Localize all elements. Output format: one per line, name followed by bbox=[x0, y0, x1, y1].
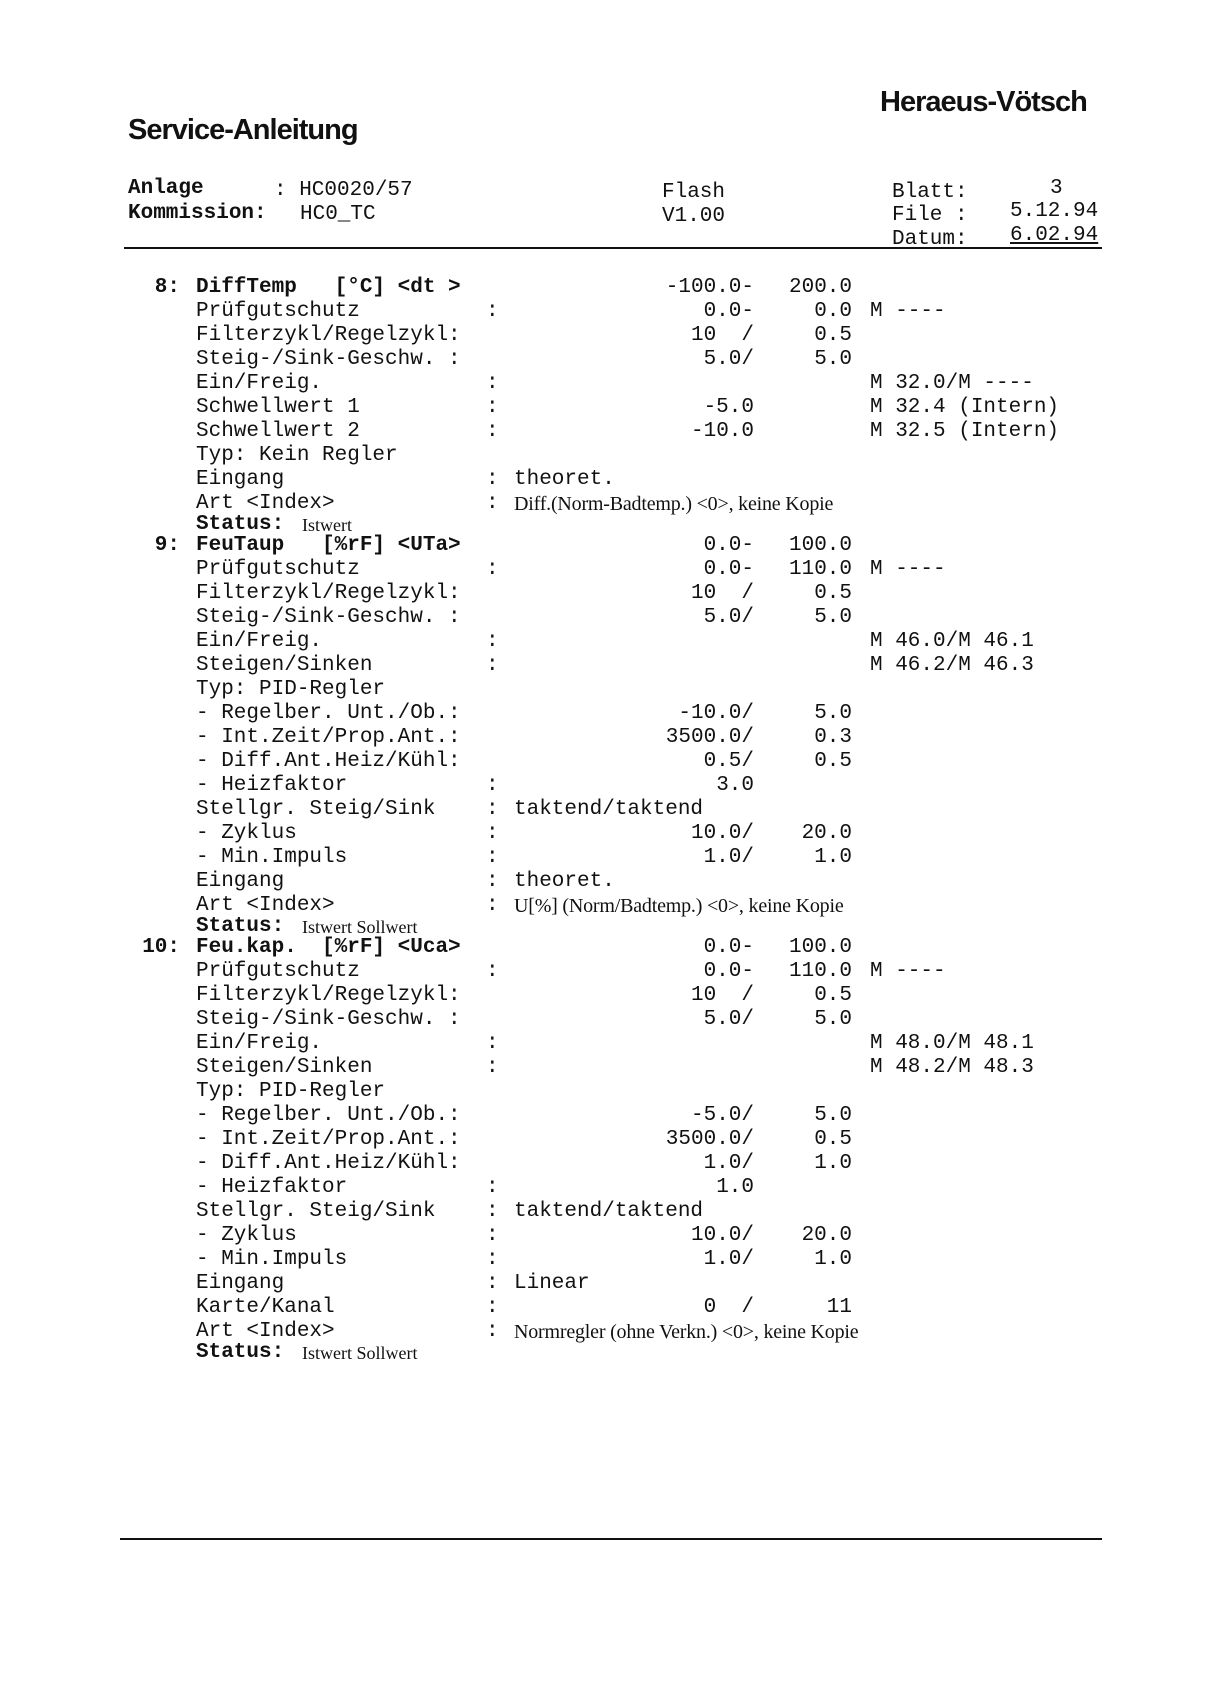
section-number: 8: bbox=[154, 276, 180, 299]
parameter-label: Eingang bbox=[196, 468, 285, 491]
status-value: Istwert bbox=[302, 515, 352, 535]
section-title: DiffTemp [°C] <dt > bbox=[196, 276, 461, 299]
file-value: 5.12.94 bbox=[1010, 200, 1099, 223]
parameter-value-1: 1.0/ bbox=[703, 1248, 754, 1271]
parameter-row bbox=[128, 774, 1128, 798]
parameter-label: Art <Index> bbox=[196, 894, 335, 917]
separator-colon: : bbox=[486, 558, 499, 581]
parameter-row bbox=[128, 558, 1128, 582]
parameter-label: Schwellwert 1 bbox=[196, 396, 360, 419]
parameter-row bbox=[128, 372, 1128, 396]
status-value: Istwert Sollwert bbox=[302, 1343, 418, 1363]
parameter-row bbox=[128, 1032, 1128, 1056]
parameter-row bbox=[128, 324, 1128, 348]
parameter-value-1: -5.0 bbox=[703, 396, 754, 419]
parameter-label: Schwellwert 2 bbox=[196, 420, 360, 443]
parameter-description: Diff.(Norm-Badtemp.) <0>, keine Kopie bbox=[514, 493, 834, 515]
file-label: File : bbox=[892, 204, 968, 227]
parameter-value-2: 1.0 bbox=[814, 1248, 852, 1271]
parameter-label: Prüfgutschutz bbox=[196, 300, 360, 323]
parameter-label: - Int.Zeit/Prop.Ant.: bbox=[196, 726, 461, 749]
parameter-label: - Zyklus bbox=[196, 1224, 297, 1247]
parameter-row bbox=[128, 444, 1128, 468]
parameter-value-1: 10.0/ bbox=[690, 822, 754, 845]
company-logo-text: Heraeus-Vötsch bbox=[880, 86, 1087, 118]
parameter-value-1: 3500.0/ bbox=[665, 726, 754, 749]
parameter-label: - Regelber. Unt./Ob.: bbox=[196, 702, 461, 725]
parameter-marker: M 48.2/M 48.3 bbox=[870, 1056, 1034, 1079]
parameter-row bbox=[128, 1104, 1128, 1128]
separator-colon: : bbox=[486, 1296, 499, 1319]
parameter-marker: M ---- bbox=[870, 960, 946, 983]
parameter-value-2: 5.0 bbox=[814, 1008, 852, 1031]
parameter-row bbox=[128, 582, 1128, 606]
parameter-description: U[%] (Norm/Badtemp.) <0>, keine Kopie bbox=[514, 895, 844, 917]
range-min: 0.0- bbox=[703, 936, 754, 959]
parameter-row bbox=[128, 1080, 1128, 1104]
parameter-value-1: 0.5/ bbox=[703, 750, 754, 773]
header-divider bbox=[124, 247, 1102, 249]
separator-colon: : bbox=[486, 492, 499, 515]
parameter-row bbox=[128, 1272, 1128, 1296]
separator-colon: : bbox=[486, 1320, 499, 1343]
parameter-value-2: 0.5 bbox=[814, 324, 852, 347]
separator-colon: : bbox=[486, 1248, 499, 1271]
parameter-label: Prüfgutschutz bbox=[196, 558, 360, 581]
parameter-value-1: 1.0 bbox=[716, 1176, 754, 1199]
parameter-value-2: 110.0 bbox=[788, 960, 852, 983]
parameter-value-1: 1.0/ bbox=[703, 1152, 754, 1175]
parameter-row bbox=[128, 654, 1128, 678]
parameter-label: - Diff.Ant.Heiz/Kühl: bbox=[196, 750, 461, 773]
parameter-row bbox=[128, 702, 1128, 726]
parameter-row bbox=[128, 606, 1128, 630]
parameter-value-1: -5.0/ bbox=[690, 1104, 754, 1127]
parameter-row bbox=[128, 1056, 1128, 1080]
separator-colon: : bbox=[486, 372, 499, 395]
separator-colon: : bbox=[486, 654, 499, 677]
parameter-label: Art <Index> bbox=[196, 1320, 335, 1343]
parameter-label: - Min.Impuls bbox=[196, 1248, 348, 1271]
parameter-listing bbox=[128, 276, 1128, 1362]
parameter-marker: M ---- bbox=[870, 558, 946, 581]
flash-version: V1.00 bbox=[662, 205, 726, 228]
parameter-row bbox=[128, 1128, 1128, 1152]
parameter-text-value: taktend/taktend bbox=[514, 798, 704, 821]
parameter-text-value: theoret. bbox=[514, 468, 615, 491]
parameter-label: Steigen/Sinken bbox=[196, 1056, 373, 1079]
separator-colon: : bbox=[486, 420, 499, 443]
separator-colon: : bbox=[486, 1200, 499, 1223]
anlage-label: Anlage bbox=[128, 177, 204, 200]
parameter-value-2: 0.5 bbox=[814, 1128, 852, 1151]
parameter-row bbox=[128, 1176, 1128, 1200]
parameter-row bbox=[128, 1224, 1128, 1248]
parameter-label: Stellgr. Steig/Sink bbox=[196, 1200, 436, 1223]
parameter-label: Prüfgutschutz bbox=[196, 960, 360, 983]
parameter-value-1: -10.0 bbox=[690, 420, 754, 443]
range-max: 200.0 bbox=[788, 276, 852, 299]
parameter-label: Steig-/Sink-Geschw. : bbox=[196, 1008, 461, 1031]
status-label: Status: bbox=[196, 915, 285, 938]
separator-colon: : bbox=[486, 774, 499, 797]
parameter-label: Ein/Freig. bbox=[196, 1032, 323, 1055]
datum-label: Datum: bbox=[892, 228, 968, 251]
section-heading bbox=[128, 276, 1128, 300]
parameter-row bbox=[128, 870, 1128, 894]
status-row bbox=[128, 915, 1128, 938]
parameter-value-2: 20.0 bbox=[801, 822, 852, 845]
parameter-row bbox=[128, 822, 1128, 846]
section-number: 10: bbox=[142, 936, 180, 959]
parameter-row bbox=[128, 1152, 1128, 1176]
section-heading bbox=[128, 936, 1128, 960]
parameter-label: Ein/Freig. bbox=[196, 630, 323, 653]
parameter-value-2: 5.0 bbox=[814, 348, 852, 371]
separator-colon: : bbox=[486, 894, 499, 917]
parameter-text-value: taktend/taktend bbox=[514, 1200, 704, 1223]
datum-value: 6.02.94 bbox=[1010, 224, 1099, 247]
parameter-row bbox=[128, 1248, 1128, 1272]
parameter-value-2: 11 bbox=[826, 1296, 852, 1319]
separator-colon: : bbox=[486, 1272, 499, 1295]
parameter-value-1: 5.0/ bbox=[703, 606, 754, 629]
parameter-row bbox=[128, 396, 1128, 420]
parameter-value-1: 3500.0/ bbox=[665, 1128, 754, 1151]
parameter-value-2: 0.5 bbox=[814, 750, 852, 773]
parameter-row bbox=[128, 1200, 1128, 1224]
parameter-row bbox=[128, 846, 1128, 870]
parameter-value-2: 0.5 bbox=[814, 984, 852, 1007]
parameter-value-1: 5.0/ bbox=[703, 348, 754, 371]
parameter-row bbox=[128, 300, 1128, 324]
parameter-row bbox=[128, 1296, 1128, 1320]
parameter-label: Filterzykl/Regelzykl: bbox=[196, 582, 461, 605]
parameter-label: Art <Index> bbox=[196, 492, 335, 515]
parameter-row bbox=[128, 420, 1128, 444]
separator-colon: : bbox=[486, 468, 499, 491]
section-title: FeuTaup [%rF] <UTa> bbox=[196, 534, 461, 557]
parameter-marker: M 48.0/M 48.1 bbox=[870, 1032, 1034, 1055]
parameter-marker: M 46.2/M 46.3 bbox=[870, 654, 1034, 677]
parameter-row bbox=[128, 678, 1128, 702]
parameter-value-2: 5.0 bbox=[814, 1104, 852, 1127]
parameter-label: - Heizfaktor bbox=[196, 774, 348, 797]
parameter-value-2: 1.0 bbox=[814, 846, 852, 869]
parameter-marker: M 32.0/M ---- bbox=[870, 372, 1034, 395]
parameter-value-1: 10 / bbox=[690, 324, 754, 347]
parameter-value-2: 5.0 bbox=[814, 702, 852, 725]
section-number: 9: bbox=[154, 534, 180, 557]
parameter-row bbox=[128, 726, 1128, 750]
parameter-value-1: 0.0- bbox=[703, 960, 754, 983]
parameter-value-1: 10.0/ bbox=[690, 1224, 754, 1247]
separator-colon: : bbox=[486, 396, 499, 419]
parameter-label: Stellgr. Steig/Sink bbox=[196, 798, 436, 821]
separator-colon: : bbox=[486, 870, 499, 893]
parameter-row bbox=[128, 468, 1128, 492]
parameter-label: - Zyklus bbox=[196, 822, 297, 845]
parameter-row bbox=[128, 630, 1128, 654]
parameter-value-1: 0.0- bbox=[703, 300, 754, 323]
separator-colon: : bbox=[486, 960, 499, 983]
separator-colon: : bbox=[486, 1056, 499, 1079]
parameter-marker: M 32.5 (Intern) bbox=[870, 420, 1060, 443]
range-max: 100.0 bbox=[788, 936, 852, 959]
parameter-value-1: 10 / bbox=[690, 582, 754, 605]
footer-divider bbox=[120, 1538, 1102, 1540]
separator-colon: : bbox=[486, 1224, 499, 1247]
parameter-label: Ein/Freig. bbox=[196, 372, 323, 395]
parameter-label: - Regelber. Unt./Ob.: bbox=[196, 1104, 461, 1127]
separator-colon: : bbox=[486, 822, 499, 845]
flash-label: Flash bbox=[662, 181, 726, 204]
range-min: 0.0- bbox=[703, 534, 754, 557]
parameter-row bbox=[128, 1008, 1128, 1032]
parameter-row bbox=[128, 984, 1128, 1008]
kommission-value: HC0_TC bbox=[300, 203, 376, 226]
status-value: Istwert Sollwert bbox=[302, 917, 418, 937]
document-title: Service-Anleitung bbox=[128, 114, 358, 146]
range-min: -100.0- bbox=[665, 276, 754, 299]
parameter-label: - Min.Impuls bbox=[196, 846, 348, 869]
parameter-value-1: 3.0 bbox=[716, 774, 754, 797]
parameter-label: Eingang bbox=[196, 1272, 285, 1295]
blatt-value: 3 bbox=[1050, 177, 1063, 200]
parameter-label: Eingang bbox=[196, 870, 285, 893]
parameter-row bbox=[128, 348, 1128, 372]
parameter-description: Normregler (ohne Verkn.) <0>, keine Kopie bbox=[514, 1321, 859, 1343]
parameter-text-value: Linear bbox=[514, 1272, 590, 1295]
parameter-value-2: 0.0 bbox=[814, 300, 852, 323]
section-title: Feu.kap. [%rF] <Uca> bbox=[196, 936, 461, 959]
parameter-marker: M 32.4 (Intern) bbox=[870, 396, 1060, 419]
parameter-row bbox=[128, 798, 1128, 822]
parameter-value-2: 20.0 bbox=[801, 1224, 852, 1247]
parameter-label: Typ: PID-Regler bbox=[196, 678, 386, 701]
parameter-value-1: 0.0- bbox=[703, 558, 754, 581]
parameter-label: Steig-/Sink-Geschw. : bbox=[196, 606, 461, 629]
status-label: Status: bbox=[196, 513, 285, 536]
parameter-row bbox=[128, 960, 1128, 984]
parameter-marker: M ---- bbox=[870, 300, 946, 323]
separator-colon: : bbox=[486, 1176, 499, 1199]
parameter-label: Typ: PID-Regler bbox=[196, 1080, 386, 1103]
parameter-value-1: 0 / bbox=[703, 1296, 754, 1319]
parameter-value-1: 5.0/ bbox=[703, 1008, 754, 1031]
kommission-label: Kommission: bbox=[128, 202, 267, 225]
parameter-label: - Int.Zeit/Prop.Ant.: bbox=[196, 1128, 461, 1151]
parameter-value-1: -10.0/ bbox=[678, 702, 754, 725]
status-row bbox=[128, 1341, 1128, 1364]
separator-colon: : bbox=[486, 846, 499, 869]
status-label: Status: bbox=[196, 1341, 285, 1364]
blatt-label: Blatt: bbox=[892, 181, 968, 204]
parameter-value-2: 0.3 bbox=[814, 726, 852, 749]
parameter-value-1: 10 / bbox=[690, 984, 754, 1007]
parameter-value-2: 1.0 bbox=[814, 1152, 852, 1175]
parameter-label: Filterzykl/Regelzykl: bbox=[196, 984, 461, 1007]
parameter-label: - Heizfaktor bbox=[196, 1176, 348, 1199]
parameter-marker: M 46.0/M 46.1 bbox=[870, 630, 1034, 653]
range-max: 100.0 bbox=[788, 534, 852, 557]
parameter-value-2: 0.5 bbox=[814, 582, 852, 605]
parameter-label: - Diff.Ant.Heiz/Kühl: bbox=[196, 1152, 461, 1175]
separator-colon: : bbox=[486, 300, 499, 323]
parameter-text-value: theoret. bbox=[514, 870, 615, 893]
parameter-value-1: 1.0/ bbox=[703, 846, 754, 869]
status-row bbox=[128, 513, 1128, 536]
parameter-label: Karte/Kanal bbox=[196, 1296, 335, 1319]
parameter-label: Filterzykl/Regelzykl: bbox=[196, 324, 461, 347]
parameter-label: Steig-/Sink-Geschw. : bbox=[196, 348, 461, 371]
anlage-value: : HC0020/57 bbox=[274, 179, 413, 202]
parameter-row bbox=[128, 750, 1128, 774]
parameter-value-2: 5.0 bbox=[814, 606, 852, 629]
separator-colon: : bbox=[486, 1032, 499, 1055]
separator-colon: : bbox=[486, 630, 499, 653]
parameter-label: Typ: Kein Regler bbox=[196, 444, 398, 467]
section-heading bbox=[128, 534, 1128, 558]
parameter-label: Steigen/Sinken bbox=[196, 654, 373, 677]
parameter-value-2: 110.0 bbox=[788, 558, 852, 581]
separator-colon: : bbox=[486, 798, 499, 821]
